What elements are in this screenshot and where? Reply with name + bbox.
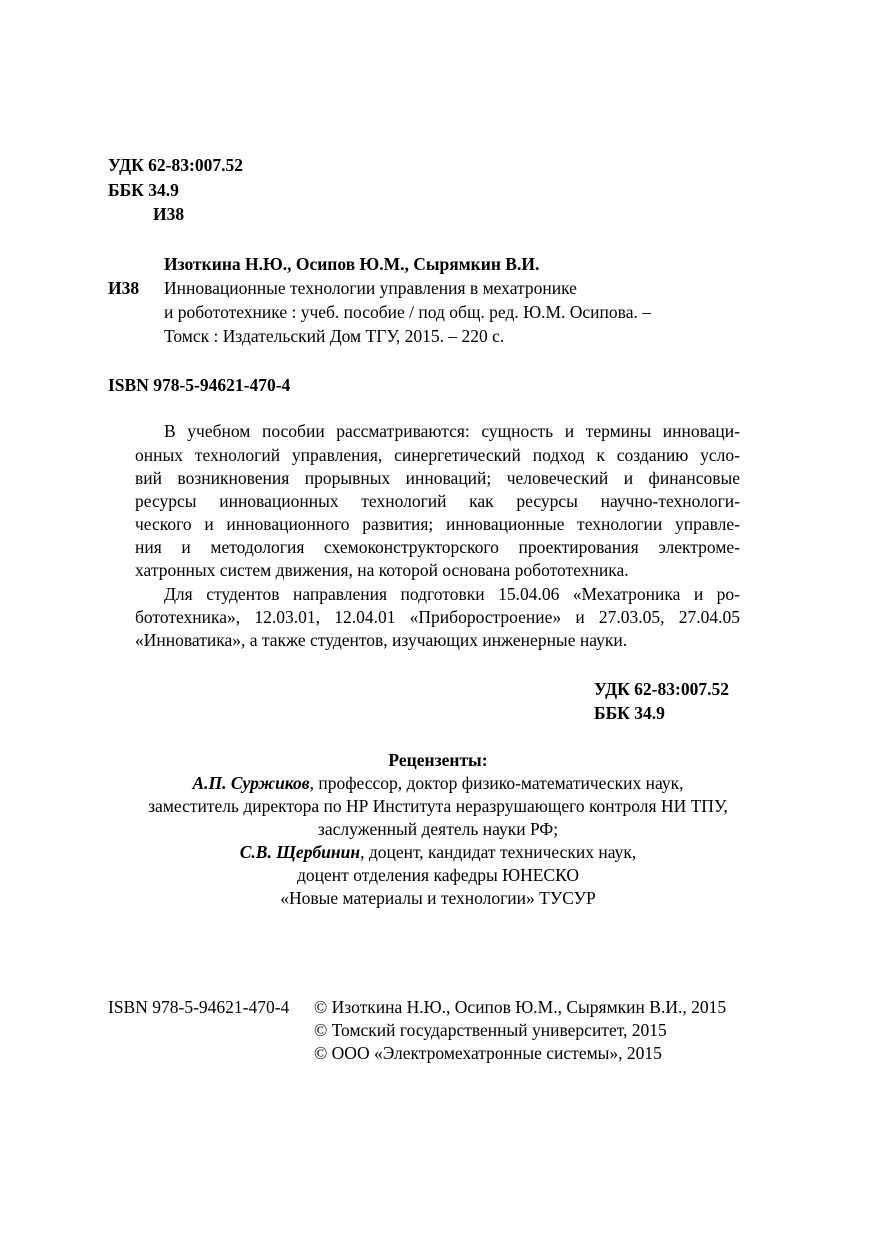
- reviewer-1-title: , профессор, доктор физико-математических наук,: [309, 773, 684, 793]
- reviewers-title: Рецензенты:: [388, 750, 488, 770]
- copyright-line: © Томский государственный университет, 2015: [314, 1020, 667, 1040]
- copyright-isbn: ISBN 978-5-94621-470-4: [108, 997, 290, 1017]
- reviewer-1-position: заместитель директора по НР Института неразрушающего контроля НИ ТПУ,: [148, 796, 728, 816]
- annotation-line: Для студентов направления подготовки 15.04.06 «Мехатроника и ро-: [164, 584, 740, 604]
- copyright-line: © Изоткина Н.Ю., Осипов Ю.М., Сырямкин В.И., 2015: [314, 997, 727, 1017]
- annotation-line: ния и методология схемоконструкторского проектирования электроме-: [135, 537, 740, 557]
- isbn: ISBN 978-5-94621-470-4: [108, 375, 291, 395]
- reviewer-1-name: А.П. Суржиков: [192, 773, 310, 793]
- annotation-line: В учебном пособии рассматриваются: сущность и термины инноваци-: [164, 421, 740, 441]
- reviewer-1-honor: заслуженный деятель науки РФ;: [317, 819, 559, 839]
- bib-line: Томск : Издательский Дом ТГУ, 2015. – 220 с.: [164, 326, 505, 346]
- reviewer-1-line: [100, 772, 776, 794]
- annotation-line: хатронных систем движения, на которой основана робототехника.: [135, 560, 629, 580]
- bib-line: Инновационные технологии управления в мехатронике: [164, 278, 577, 298]
- bib-code: И38: [108, 278, 140, 298]
- reviewer-2-name: С.В. Щербинин: [239, 842, 361, 862]
- authors: Изоткина Н.Ю., Осипов Ю.М., Сырямкин В.И.: [164, 254, 540, 274]
- udk-code: УДК 62-83:007.52: [108, 155, 243, 175]
- annotation-line: вий возникновения прорывных инноваций; человеческий и финансовые: [135, 468, 740, 488]
- annotation-line: бототехника», 12.03.01, 12.04.01 «Приборостроение» и 27.03.05, 27.04.05: [135, 607, 740, 627]
- bib-line: и робототехнике : учеб. пособие / под общ. ред. Ю.М. Осипова. –: [164, 302, 651, 322]
- bbk-code: ББК 34.9: [108, 180, 179, 200]
- reviewer-2-line: [100, 841, 776, 863]
- author-code: И38: [153, 204, 185, 224]
- reviewer-2-title: , доцент, кандидат технических наук,: [360, 842, 637, 862]
- footer-udk-code: УДК 62-83:007.52: [594, 679, 729, 699]
- annotation-line: «Инноватика», а также студентов, изучающих инженерные науки.: [135, 630, 628, 650]
- annotation-line: ресурсы инновационных технологий как ресурсы научно-технологи-: [135, 491, 740, 511]
- footer-bbk-code: ББК 34.9: [594, 703, 665, 723]
- reviewer-2-affiliation: «Новые материалы и технологии» ТУСУР: [280, 888, 596, 908]
- copyright-line: © ООО «Электромехатронные системы», 2015: [314, 1043, 662, 1063]
- reviewer-2-position: доцент отделения кафедры ЮНЕСКО: [297, 865, 579, 885]
- annotation-line: онных технологий управления, синергетический подход к созданию усло-: [135, 445, 740, 465]
- annotation-line: ческого и инновационного развития; инновационные технологии управле-: [135, 514, 740, 534]
